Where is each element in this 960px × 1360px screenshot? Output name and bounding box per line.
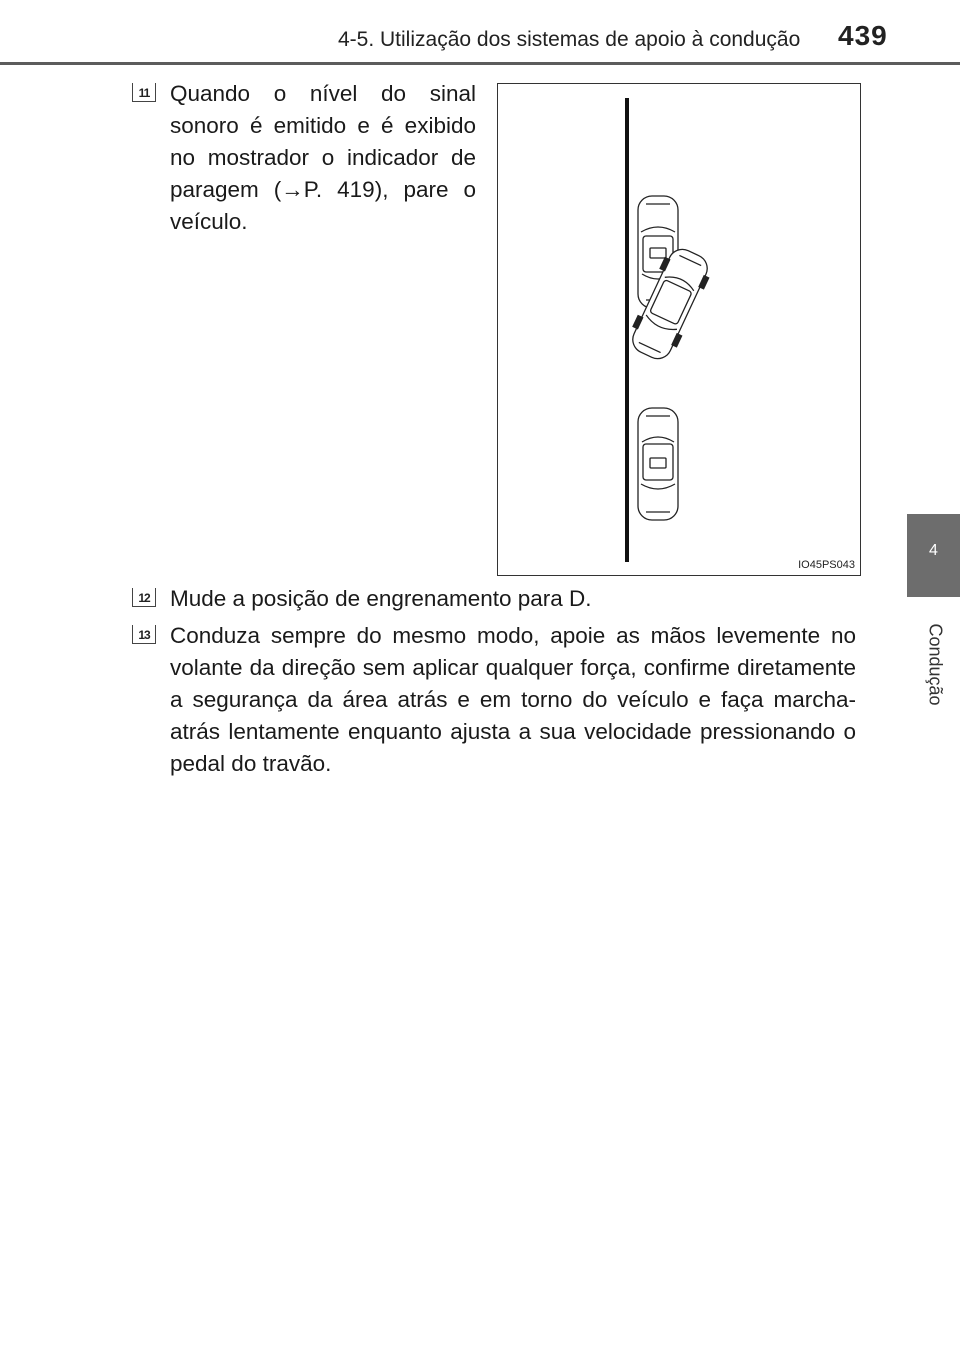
step-text-11 — [170, 78, 476, 238]
header-rule — [0, 62, 960, 65]
section-title: 4-5. Utilização dos sistemas de apoio à condução — [338, 28, 801, 51]
step-text-11-part1: Quando o nível do sinal sonoro é emitido e é exibido no mostrador o indicador de paragem ( — [170, 81, 476, 202]
arrow-icon: → — [281, 177, 304, 202]
step-text-11-part2: P. 419), pare o veículo. — [170, 177, 476, 234]
parking-illustration — [497, 83, 861, 576]
chapter-label: Condução — [925, 623, 946, 706]
chapter-number: 4 — [929, 542, 938, 559]
figure-code: IO45PS043 — [798, 559, 855, 571]
page-number: 439 — [838, 20, 888, 51]
step-number-12: 12 — [132, 588, 156, 607]
step-number-13: 13 — [132, 625, 156, 644]
step-number-11: 11 — [132, 83, 156, 102]
step-text-13: Conduza sempre do mesmo modo, apoie as mãos levemente no volante da direção sem aplicar qualquer força, confirme diretamente a segurança da área atrás e em torno do veículo e faça marcha-atrás lentamente enquanto ajusta a sua velocidade pressionando o pedal do travão. — [170, 623, 856, 776]
parked-car-bottom-icon — [638, 408, 678, 520]
parking-diagram — [498, 84, 862, 577]
chapter-tab — [907, 514, 960, 597]
step-text-12: Mude a posição de engrenamento para D. — [170, 586, 592, 611]
